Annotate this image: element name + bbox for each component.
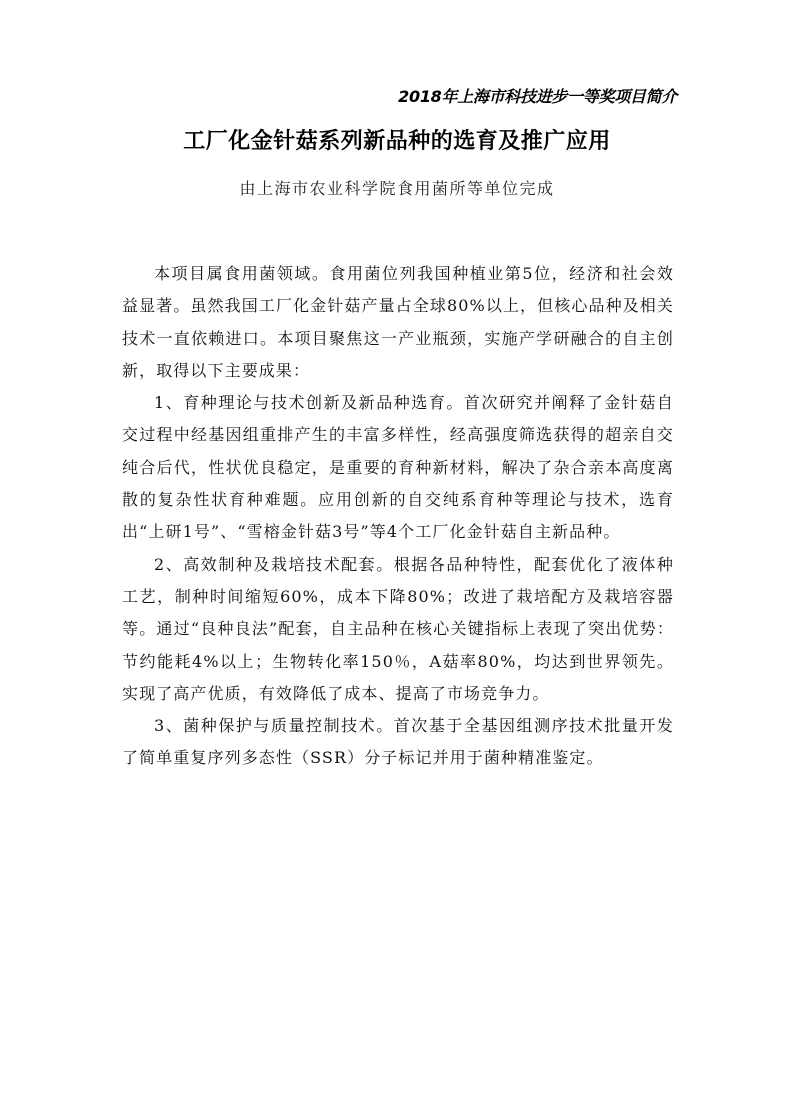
- document-title: 工厂化金针菇系列新品种的选育及推广应用: [183, 129, 611, 154]
- intro-paragraph: 本项目属食用菌领域。食用菌位列我国种植业第5位，经济和社会效益显著。虽然我国工厂化金针菇产量占全球80%以上，但核心品种及相关技术一直依赖进口。本项目聚焦这一产业瓶颈，实施产学研融合的自主创新，取得以下主要成果：: [122, 264, 674, 380]
- achievement-2-paragraph: 2、高效制种及栽培技术配套。根据各品种特性，配套优化了液体种工艺，制种时间缩短60%，成本下降80%；改进了栽培配方及栽培容器等。通过“良种良法”配套，自主品种在核心关键指标上表现了突出优势：节约能耗4%以上；生物转化率150％，A菇率80%，均达到世界领先。实现了高产优质，有效降低了成本、提高了市场竞争力。: [122, 554, 674, 703]
- achievement-3-paragraph: 3、菌种保护与质量控制技术。首次基于全基因组测序技术批量开发了简单重复序列多态性（SSR）分子标记并用于菌种精准鉴定。: [122, 716, 674, 768]
- document-body: [122, 258, 674, 775]
- document-subtitle: 由上海市农业科学院食用菌所等单位完成: [239, 179, 555, 198]
- achievement-1-paragraph: 1、育种理论与技术创新及新品种选育。首次研究并阐释了金针菇自交过程中经基因组重排产生的丰富多样性，经高强度筛选获得的超亲自交纯合后代，性状优良稳定，是重要的育种新材料，解决了杂合亲本高度离散的复杂性状育种难题。应用创新的自交纯系育种等理论与技术，选育出“上研1号”、“雪榕金针菇3号”等4个工厂化金针菇自主新品种。: [122, 393, 674, 542]
- award-header-note: 2018年上海市科技进步一等奖项目简介: [398, 87, 677, 106]
